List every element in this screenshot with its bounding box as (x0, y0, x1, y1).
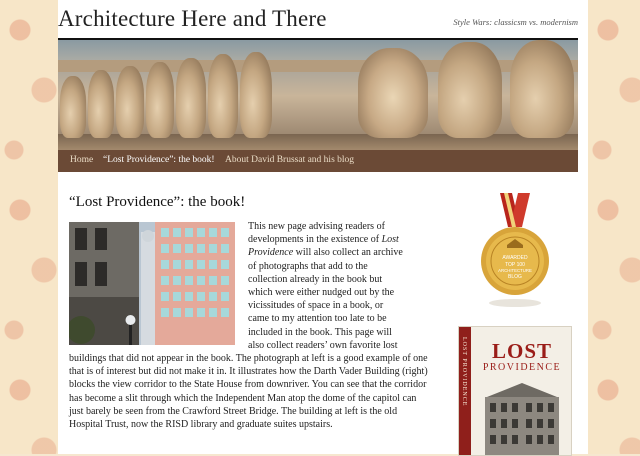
site-title[interactable]: Architecture Here and There (58, 6, 327, 31)
page-container (58, 0, 588, 454)
wallpaper-right (588, 0, 640, 454)
photo-illustration (69, 222, 235, 345)
post-paragraph-part-1: This new page advising readers of developments in the existence of Lost Providence will also collect an archive of photographs that add to the collection already in the book but which were either nudged out by the vicissitudes of space in a book, or came to my attention too late to be included in the book. This page will also collect readers’ own favorite lost (248, 221, 403, 351)
nav-item-home[interactable]: Home (70, 155, 94, 165)
main-navigation (58, 150, 578, 172)
post-photo[interactable] (69, 222, 235, 345)
header-banner-image (58, 38, 578, 152)
book-title-emphasis: Lost Providence (248, 234, 399, 259)
award-badge-icon (480, 193, 550, 309)
nav-item-about[interactable]: About David Brussat and his blog (225, 155, 355, 165)
badge-line-4: BLOG (508, 274, 522, 280)
book-spine-text: LOST PROVIDENCE (461, 337, 467, 407)
nav-item-lost-providence[interactable]: “Lost Providence”: the book! (103, 155, 215, 165)
book-cover-lost-providence[interactable] (458, 326, 572, 456)
badge-line-2: TOP 100 (505, 262, 525, 268)
top-100-blog-badge[interactable] (480, 193, 550, 309)
post-paragraph-part-2: buildings that did not appear in the book. The photograph at left is a good example of one that is of interest but did not make it in. It illustrates how the Darth Vader Building (right) blocks the view corridor to the State House from downriver. You can see that the corridor has become a slit through which the Independent Man atop the dome of the capitol can just barely be seen from the Crawford Street Bridge. The building at left is the old Hospital Trust, now the RISD library and graduate suites upstairs. (69, 353, 428, 431)
wallpaper-left (0, 0, 58, 454)
badge-line-3: ARCHITECTURE (498, 268, 532, 273)
book-cover-subtitle: PROVIDENCE (482, 362, 562, 373)
book-cover-title: LOST (491, 339, 553, 363)
site-tagline: Style Wars: classicsm vs. modernism (453, 17, 578, 27)
book-cover-building-illustration (477, 379, 567, 455)
badge-line-1: AWARDED (502, 255, 528, 261)
post-title[interactable]: “Lost Providence”: the book! (69, 194, 246, 210)
